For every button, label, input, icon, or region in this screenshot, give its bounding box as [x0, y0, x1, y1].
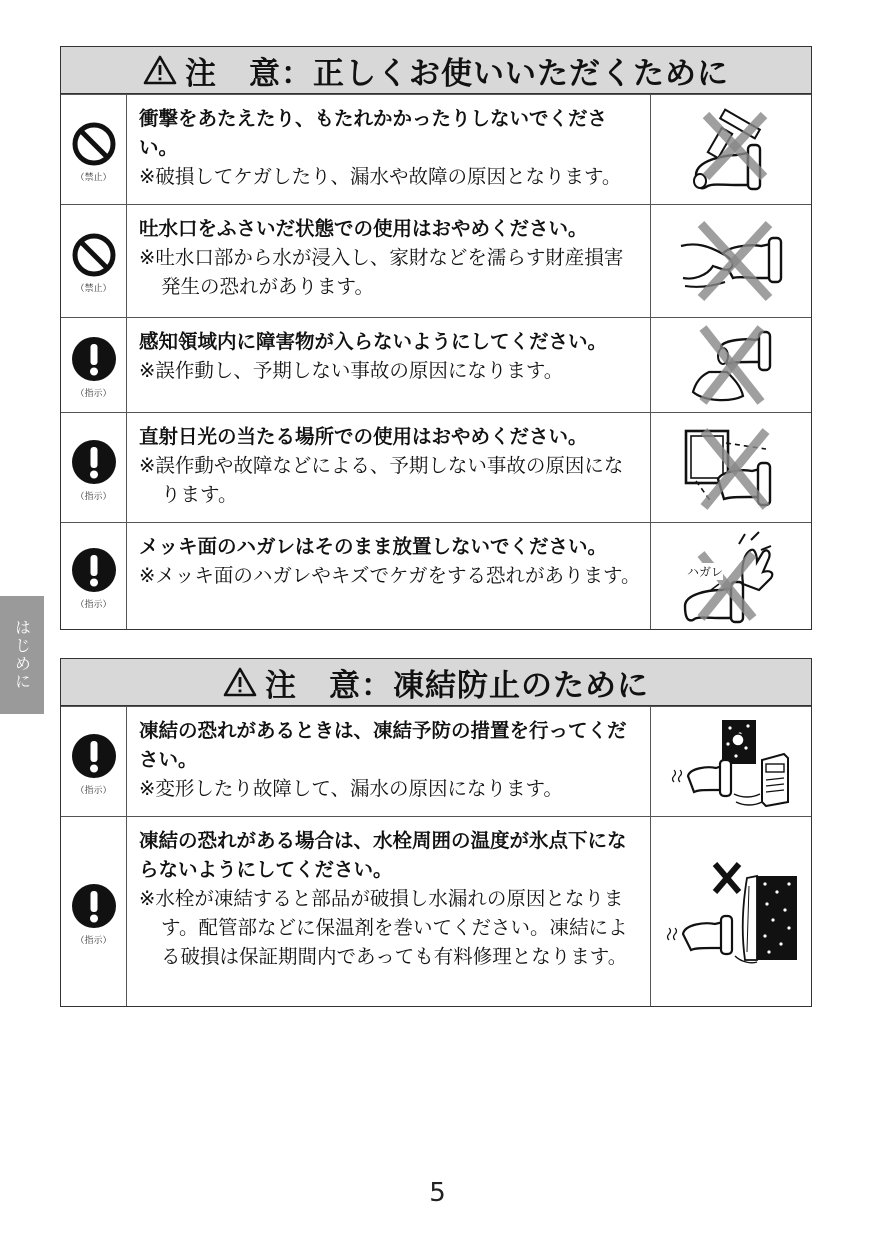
caution-section-freeze-prevention: [60, 658, 812, 1007]
obstacle-under-sensor-crossed-illustration: [681, 322, 781, 408]
caution-lead: 感知領域内に障害物が入らないようにしてください。: [139, 330, 608, 353]
caution-lead: 凍結の恐れがある場合は、水栓周囲の温度が氷点下にならないようにしてください。: [139, 829, 627, 881]
illustration-label: ハガレ: [687, 565, 724, 579]
icon-caption: （指示）: [75, 389, 112, 399]
icon-caption: （禁止）: [75, 284, 112, 294]
caution-row: [61, 706, 811, 816]
page-number: 5: [429, 1178, 446, 1208]
faucet-hammer-crossed-illustration: [676, 105, 786, 195]
instruction-icon: [70, 882, 118, 930]
icon-caption: （禁止）: [75, 172, 112, 183]
side-tab: はじめに: [0, 596, 44, 714]
hand-blocking-spout-crossed-illustration: [671, 216, 791, 306]
heater-near-faucet-illustration: [666, 714, 796, 810]
warning-triangle-icon: [143, 55, 177, 85]
icon-caption: （指示）: [75, 785, 112, 796]
caution-row: [61, 204, 811, 317]
caution-note: ※変形したり故障して、漏水の原因になります。: [139, 777, 563, 800]
prohibition-icon: [71, 232, 117, 278]
caution-note: ※水栓が凍結すると部品が破損し水漏れの原因となります。配管部などに保温剤を巻いてください。凍結による破損は保証期間内であっても有料修理となります。: [139, 887, 628, 968]
caution-note: ※誤作動や故障などによる、予期しない事故の原因になります。: [139, 454, 624, 506]
warning-triangle-icon: [223, 667, 257, 697]
caution-note: ※吐水口部から水が浸入し、家財などを濡らす財産損害発生の恐れがあります。: [139, 246, 624, 298]
icon-caption: （指示）: [75, 600, 112, 610]
instruction-icon: [70, 335, 118, 383]
section-header: [61, 659, 811, 706]
icon-caption: （指示）: [75, 491, 112, 502]
caution-lead: メッキ面のハガレはそのまま放置しないでください。: [139, 535, 608, 558]
caution-section-proper-use: [60, 46, 812, 630]
caution-lead: 直射日光の当たる場所での使用はおやめください。: [139, 425, 588, 448]
caution-row: [61, 412, 811, 522]
sunlight-window-crossed-illustration: [676, 423, 786, 513]
caution-row: [61, 816, 811, 1006]
caution-note: ※破損してケガしたり、漏水や故障の原因となります。: [139, 165, 622, 188]
caution-lead: 吐水口をふさいだ状態での使用はおやめください。: [139, 217, 588, 240]
caution-row: [61, 317, 811, 412]
caution-lead: 凍結の恐れがあるときは、凍結予防の措置を行ってください。: [139, 719, 627, 771]
caution-lead: 衝撃をあたえたり、もたれかかったりしないでください。: [139, 107, 608, 159]
caution-row: [61, 522, 811, 629]
caution-note: ※誤作動し、予期しない事故の原因になります。: [139, 359, 564, 382]
prohibition-icon: [71, 121, 117, 167]
section-title: 注 意：凍結防止のために: [265, 667, 649, 704]
instruction-icon: [70, 732, 118, 780]
icon-caption: （指示）: [75, 935, 112, 946]
instruction-icon: [70, 546, 118, 594]
section-header: [61, 47, 811, 94]
caution-row: [61, 94, 811, 204]
instruction-icon: [70, 438, 118, 486]
cold-window-open-crossed-illustration: [661, 852, 801, 972]
section-title: 注 意：正しくお使いいただくために: [185, 55, 729, 92]
caution-note: ※メッキ面のハガレやキズでケガをする恐れがあります。: [139, 564, 641, 587]
